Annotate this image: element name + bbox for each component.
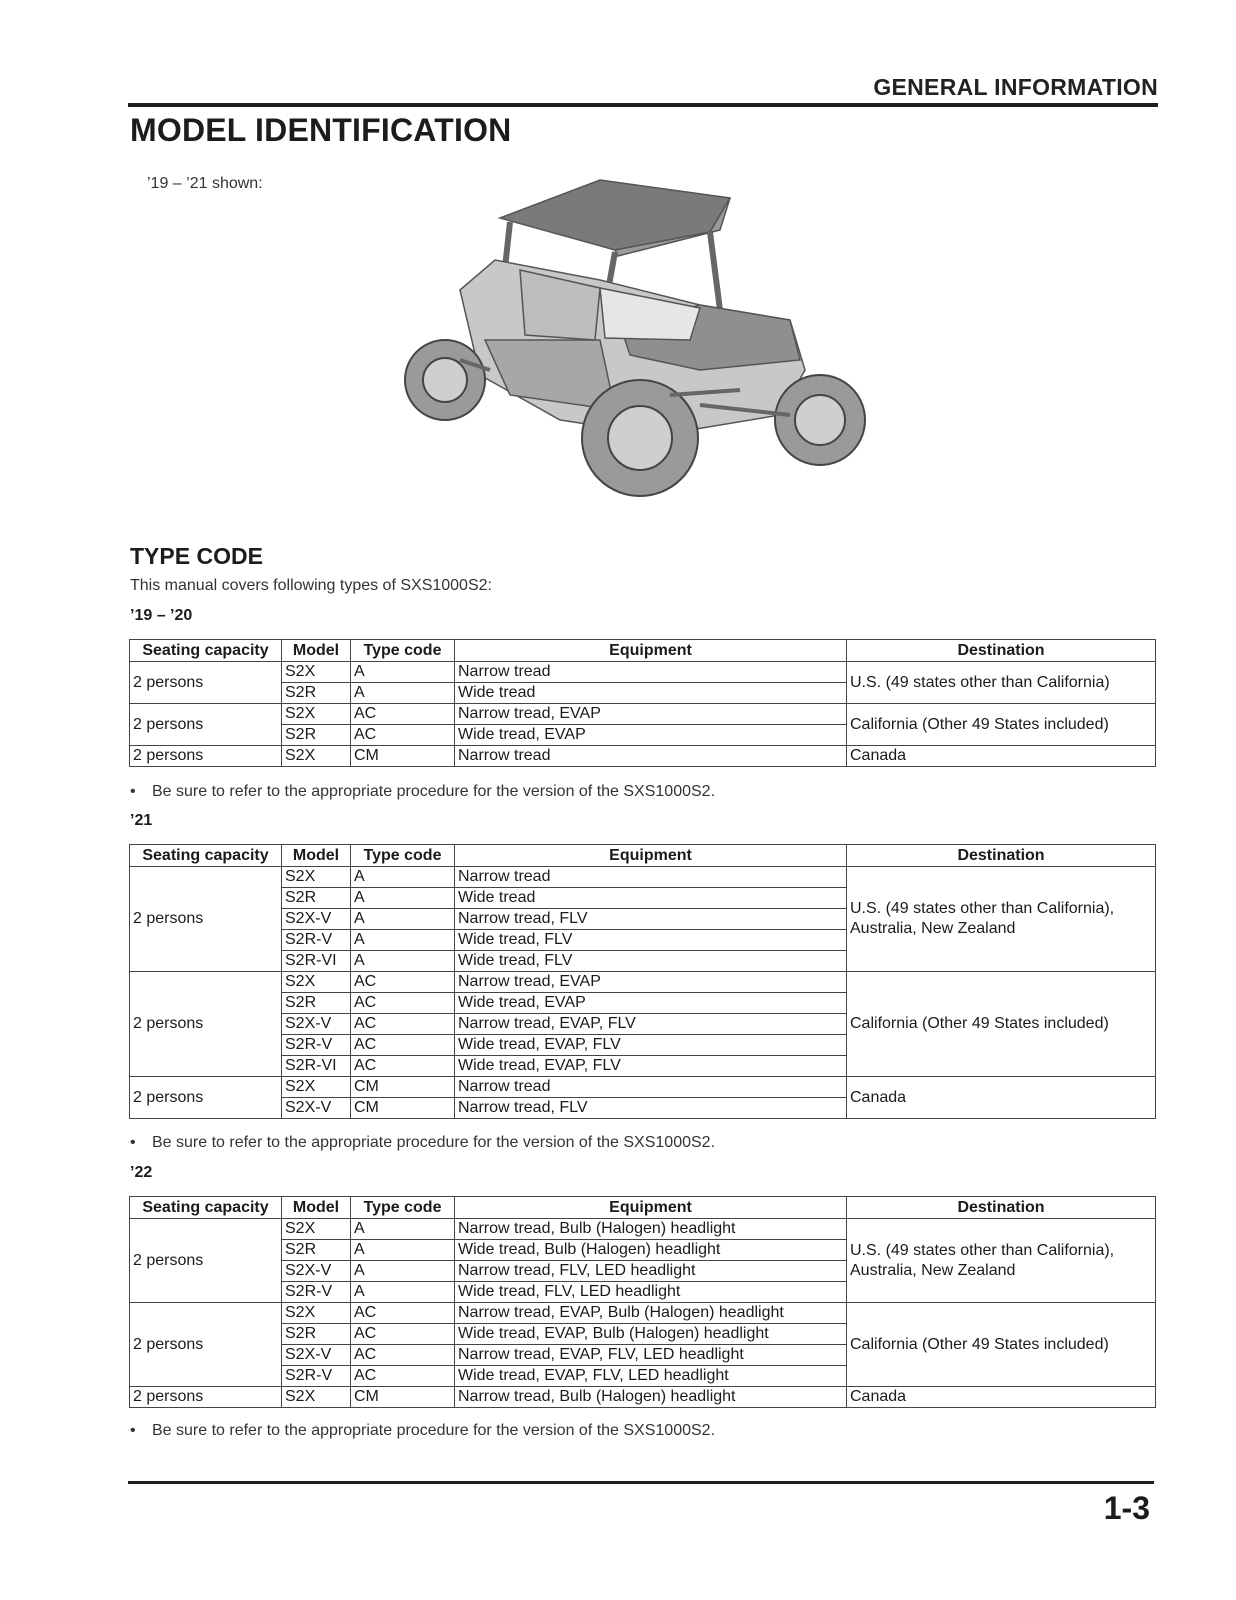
top-rule xyxy=(128,103,1158,107)
equipment-cell: Narrow tread, EVAP xyxy=(455,972,847,993)
type-code-cell: A xyxy=(351,662,455,683)
column-header: Seating capacity xyxy=(130,845,282,867)
year-heading: ’21 xyxy=(130,812,153,829)
model-cell: S2X xyxy=(282,1077,351,1098)
equipment-cell: Wide tread, EVAP, FLV xyxy=(455,1056,847,1077)
seating-cell: 2 persons xyxy=(130,1387,282,1408)
model-cell: S2X xyxy=(282,746,351,767)
column-header: Equipment xyxy=(455,640,847,662)
model-cell: S2R-V xyxy=(282,1282,351,1303)
model-cell: S2R xyxy=(282,725,351,746)
column-header: Equipment xyxy=(455,845,847,867)
type-code-table xyxy=(129,844,1156,1119)
note xyxy=(130,1134,715,1152)
type-code-cell: CM xyxy=(351,746,455,767)
model-cell: S2R xyxy=(282,993,351,1014)
table-row xyxy=(130,746,1156,767)
column-header: Type code xyxy=(351,1197,455,1219)
type-code-cell: AC xyxy=(351,1324,455,1345)
type-code-cell: A xyxy=(351,1240,455,1261)
destination-cell: U.S. (49 states other than California), Australia, New Zealand xyxy=(847,867,1156,972)
equipment-cell: Wide tread, FLV, LED headlight xyxy=(455,1282,847,1303)
model-cell: S2X xyxy=(282,1219,351,1240)
table-row xyxy=(130,972,1156,993)
type-code-cell: AC xyxy=(351,1345,455,1366)
model-cell: S2R-V xyxy=(282,1035,351,1056)
equipment-cell: Narrow tread, FLV, LED headlight xyxy=(455,1261,847,1282)
table-row xyxy=(130,1387,1156,1408)
model-cell: S2X-V xyxy=(282,1098,351,1119)
equipment-cell: Wide tread, EVAP, Bulb (Halogen) headlight xyxy=(455,1324,847,1345)
type-code-cell: A xyxy=(351,1282,455,1303)
intro-text: This manual covers following types of SXS1000S2: xyxy=(130,577,492,594)
side-by-side-vehicle-illustration xyxy=(400,170,870,505)
seating-cell: 2 persons xyxy=(130,972,282,1077)
column-header: Type code xyxy=(351,640,455,662)
column-header: Model xyxy=(282,1197,351,1219)
type-code-cell: AC xyxy=(351,972,455,993)
model-cell: S2R-VI xyxy=(282,1056,351,1077)
type-code-cell: A xyxy=(351,909,455,930)
model-cell: S2X-V xyxy=(282,1014,351,1035)
table-row xyxy=(130,1077,1156,1098)
type-code-cell: AC xyxy=(351,1014,455,1035)
column-header: Model xyxy=(282,845,351,867)
type-code-cell: A xyxy=(351,951,455,972)
bullet-icon: • xyxy=(130,783,136,800)
seating-cell: 2 persons xyxy=(130,662,282,704)
model-cell: S2R-V xyxy=(282,1366,351,1387)
year-heading: ’19 – ’20 xyxy=(130,607,193,624)
model-cell: S2X xyxy=(282,867,351,888)
seating-cell: 2 persons xyxy=(130,1219,282,1303)
equipment-cell: Narrow tread, EVAP, Bulb (Halogen) headlight xyxy=(455,1303,847,1324)
type-code-cell: A xyxy=(351,683,455,704)
model-cell: S2X xyxy=(282,972,351,993)
type-code-cell: CM xyxy=(351,1387,455,1408)
seating-cell: 2 persons xyxy=(130,704,282,746)
model-cell: S2X xyxy=(282,1303,351,1324)
column-header: Destination xyxy=(847,640,1156,662)
note-text: Be sure to refer to the appropriate procedure for the version of the SXS1000S2. xyxy=(152,1422,716,1439)
type-code-cell: A xyxy=(351,1219,455,1240)
model-cell: S2X xyxy=(282,1387,351,1408)
equipment-cell: Narrow tread, Bulb (Halogen) headlight xyxy=(455,1219,847,1240)
column-header: Model xyxy=(282,640,351,662)
type-code-cell: A xyxy=(351,867,455,888)
equipment-cell: Narrow tread, EVAP, FLV, LED headlight xyxy=(455,1345,847,1366)
note xyxy=(130,783,715,801)
column-header: Destination xyxy=(847,1197,1156,1219)
note-text: Be sure to refer to the appropriate procedure for the version of the SXS1000S2. xyxy=(152,1134,716,1151)
model-cell: S2R xyxy=(282,683,351,704)
year-heading: ’22 xyxy=(130,1164,153,1181)
bottom-rule xyxy=(128,1481,1154,1484)
type-code-cell: AC xyxy=(351,725,455,746)
equipment-cell: Wide tread, FLV xyxy=(455,930,847,951)
model-cell: S2R xyxy=(282,1324,351,1345)
table-row xyxy=(130,1303,1156,1324)
equipment-cell: Narrow tread xyxy=(455,1077,847,1098)
equipment-cell: Wide tread xyxy=(455,888,847,909)
equipment-cell: Narrow tread, EVAP xyxy=(455,704,847,725)
section-title: TYPE CODE xyxy=(130,543,263,569)
equipment-cell: Narrow tread xyxy=(455,746,847,767)
model-cell: S2X-V xyxy=(282,1345,351,1366)
type-code-table xyxy=(129,639,1156,767)
type-code-cell: A xyxy=(351,888,455,909)
column-header: Destination xyxy=(847,845,1156,867)
equipment-cell: Narrow tread, FLV xyxy=(455,1098,847,1119)
model-cell: S2R xyxy=(282,1240,351,1261)
model-cell: S2X xyxy=(282,662,351,683)
column-header: Type code xyxy=(351,845,455,867)
seating-cell: 2 persons xyxy=(130,1303,282,1387)
model-cell: S2X-V xyxy=(282,909,351,930)
destination-cell: Canada xyxy=(847,1077,1156,1119)
model-cell: S2R-V xyxy=(282,930,351,951)
destination-cell: Canada xyxy=(847,1387,1156,1408)
type-code-cell: A xyxy=(351,930,455,951)
note-text: Be sure to refer to the appropriate procedure for the version of the SXS1000S2. xyxy=(152,783,716,800)
type-code-cell: AC xyxy=(351,1056,455,1077)
destination-cell: California (Other 49 States included) xyxy=(847,972,1156,1077)
equipment-cell: Narrow tread xyxy=(455,662,847,683)
type-code-cell: AC xyxy=(351,1366,455,1387)
equipment-cell: Wide tread, EVAP xyxy=(455,725,847,746)
equipment-cell: Narrow tread, FLV xyxy=(455,909,847,930)
seating-cell: 2 persons xyxy=(130,867,282,972)
model-cell: S2R xyxy=(282,888,351,909)
page-number: 1-3 xyxy=(1103,1490,1150,1526)
type-code-cell: CM xyxy=(351,1098,455,1119)
equipment-cell: Wide tread, Bulb (Halogen) headlight xyxy=(455,1240,847,1261)
model-cell: S2X xyxy=(282,704,351,725)
column-header: Seating capacity xyxy=(130,1197,282,1219)
table-row xyxy=(130,1219,1156,1240)
figure-caption: ’19 – ’21 shown: xyxy=(147,175,263,192)
equipment-cell: Wide tread xyxy=(455,683,847,704)
bullet-icon: • xyxy=(130,1422,136,1439)
model-cell: S2X-V xyxy=(282,1261,351,1282)
equipment-cell: Wide tread, FLV xyxy=(455,951,847,972)
equipment-cell: Narrow tread, EVAP, FLV xyxy=(455,1014,847,1035)
type-code-cell: AC xyxy=(351,993,455,1014)
type-code-cell: A xyxy=(351,1261,455,1282)
page-title: MODEL IDENTIFICATION xyxy=(130,112,512,148)
type-code-cell: AC xyxy=(351,704,455,725)
equipment-cell: Wide tread, EVAP xyxy=(455,993,847,1014)
equipment-cell: Narrow tread, Bulb (Halogen) headlight xyxy=(455,1387,847,1408)
destination-cell: California (Other 49 States included) xyxy=(847,1303,1156,1387)
destination-cell: California (Other 49 States included) xyxy=(847,704,1156,746)
column-header: Seating capacity xyxy=(130,640,282,662)
table-row xyxy=(130,867,1156,888)
type-code-table xyxy=(129,1196,1156,1408)
model-cell: S2R-VI xyxy=(282,951,351,972)
seating-cell: 2 persons xyxy=(130,1077,282,1119)
destination-cell: Canada xyxy=(847,746,1156,767)
seating-cell: 2 persons xyxy=(130,746,282,767)
equipment-cell: Wide tread, EVAP, FLV, LED headlight xyxy=(455,1366,847,1387)
table-row xyxy=(130,662,1156,683)
destination-cell: U.S. (49 states other than California), Australia, New Zealand xyxy=(847,1219,1156,1303)
equipment-cell: Narrow tread xyxy=(455,867,847,888)
section-header: GENERAL INFORMATION xyxy=(873,74,1158,100)
type-code-cell: AC xyxy=(351,1303,455,1324)
type-code-cell: AC xyxy=(351,1035,455,1056)
column-header: Equipment xyxy=(455,1197,847,1219)
table-row xyxy=(130,704,1156,725)
destination-cell: U.S. (49 states other than California) xyxy=(847,662,1156,704)
type-code-cell: CM xyxy=(351,1077,455,1098)
bullet-icon: • xyxy=(130,1134,136,1151)
note xyxy=(130,1422,715,1440)
equipment-cell: Wide tread, EVAP, FLV xyxy=(455,1035,847,1056)
